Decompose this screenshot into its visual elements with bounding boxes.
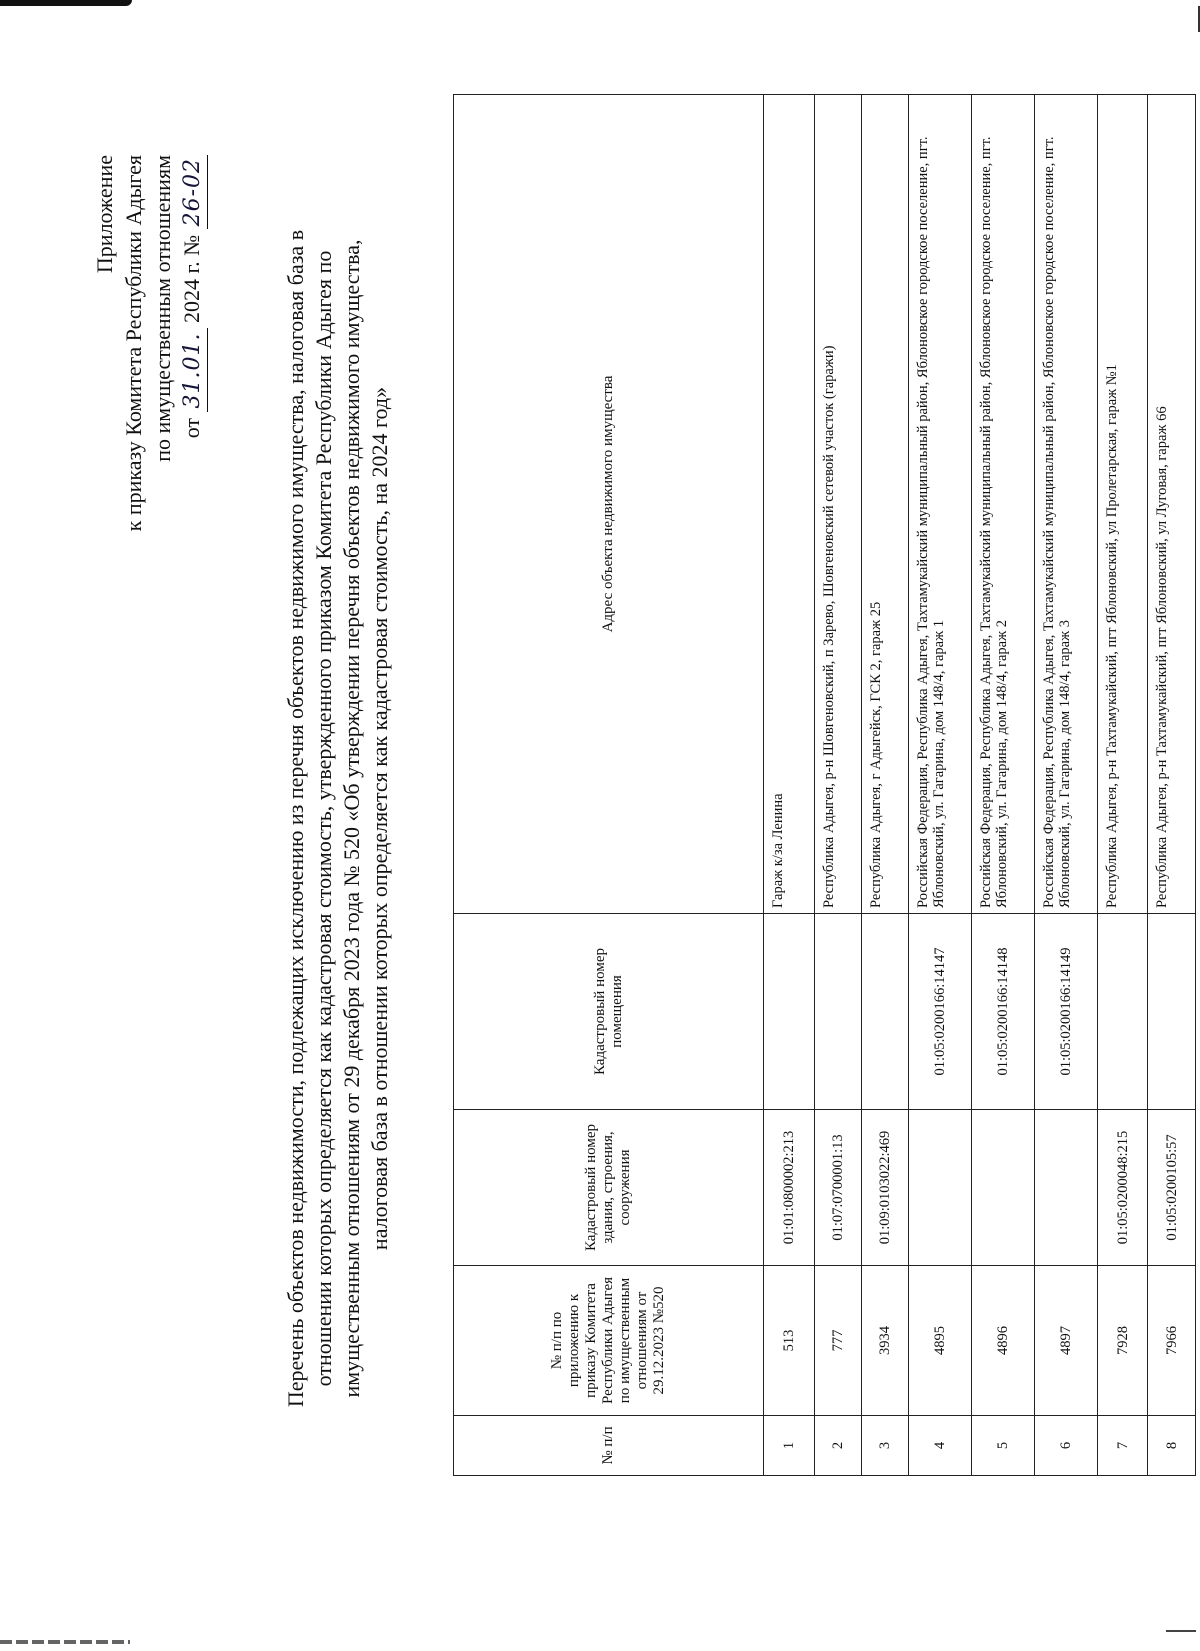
cell-address: Российская Федерация, Республика Адыгея, Тахтамукайский муниципальный район, Яблоновское городское поселение, пгт. Яблоновский, ул. Гагарина, дом 148/4, гараж 3 [1035, 95, 1098, 914]
cell-reference-number: 777 [815, 1266, 862, 1416]
cell-building-cadastral: 01:01:0800002:213 [764, 1110, 815, 1266]
cell-premises-cadastral: 01:05:0200166:14149 [1035, 914, 1098, 1110]
cell-row-number: 2 [815, 1416, 862, 1476]
cell-premises-cadastral [764, 914, 815, 1110]
cell-address: Республика Адыгея, г Адыгейск, ГСК 2, гараж 25 [862, 95, 909, 914]
cell-building-cadastral: 01:05:0200048:215 [1098, 1110, 1148, 1266]
cell-address: Российская Федерация, Республика Адыгея, Тахтамукайский муниципальный район, Яблоновское городское поселение, пгт. Яблоновский, ул. Гагарина, дом 148/4, гараж 2 [972, 95, 1035, 914]
cell-premises-cadastral: 01:05:0200166:14147 [909, 914, 972, 1110]
header-reference-number: № п/п по приложению к приказу Комитета Республики Адыгея по имущественным отношениям от 29.12.2023 №520 [454, 1266, 764, 1416]
cell-row-number: 3 [862, 1416, 909, 1476]
cell-reference-number: 3934 [862, 1266, 909, 1416]
appendix-title: Приложение [92, 155, 117, 274]
cell-building-cadastral: 01:09:0103022:469 [862, 1110, 909, 1266]
cell-building-cadastral: 01:07:0700001:13 [815, 1110, 862, 1266]
table-row [862, 95, 909, 1476]
appendix-date-line [177, 155, 208, 531]
date-year: 2024 г. № [179, 234, 204, 323]
cell-building-cadastral: 01:05:0200105:57 [1148, 1110, 1196, 1266]
cell-premises-cadastral [1148, 914, 1196, 1110]
cell-row-number: 4 [909, 1416, 972, 1476]
cell-premises-cadastral [815, 914, 862, 1110]
cell-premises-cadastral: 01:05:0200166:14148 [972, 914, 1035, 1110]
table-header-row [454, 95, 764, 1476]
cell-building-cadastral [972, 1110, 1035, 1266]
cell-row-number: 7 [1098, 1416, 1148, 1476]
cell-row-number: 8 [1148, 1416, 1196, 1476]
appendix-block [90, 155, 208, 531]
cell-address: Республика Адыгея, р-н Тахтамукайский, пгт Яблоновский, ул Пролетарская, гараж №1 [1098, 95, 1148, 914]
cell-reference-number: 7966 [1148, 1266, 1196, 1416]
objects-table-wrapper [453, 95, 1196, 1476]
cell-building-cadastral [1035, 1110, 1098, 1266]
cell-address: Республика Адыгея, р-н Шовгеновский, п Зарево, Шовгеновский сетевой участок (гаражи) [815, 95, 862, 914]
cell-address: Российская Федерация, Республика Адыгея, Тахтамукайский муниципальный район, Яблоновское городское поселение, пгт. Яблоновский, ул. Гагарина, дом 148/4, гараж 1 [909, 95, 972, 914]
appendix-order-line: к приказу Комитета Республики Адыгея [121, 155, 146, 532]
cell-reference-number: 4895 [909, 1266, 972, 1416]
cell-reference-number: 4897 [1035, 1266, 1098, 1416]
appendix-committee-line: по имущественным отношениям [150, 155, 175, 462]
cell-building-cadastral [909, 1110, 972, 1266]
table-row [1098, 95, 1148, 1476]
table-row [815, 95, 862, 1476]
cell-premises-cadastral [862, 914, 909, 1110]
table-row [764, 95, 815, 1476]
table-row [972, 95, 1035, 1476]
cell-premises-cadastral [1098, 914, 1148, 1110]
cell-address: Республика Адыгея, р-н Тахтамукайский, пгт Яблоновский, ул Луговая, гараж 66 [1148, 95, 1196, 914]
table-row [909, 95, 972, 1476]
cell-reference-number: 7928 [1098, 1266, 1148, 1416]
cell-row-number: 1 [764, 1416, 815, 1476]
handwritten-number: 26-02 [178, 155, 208, 229]
table-row [1148, 95, 1196, 1476]
cell-reference-number: 513 [764, 1266, 815, 1416]
date-prefix: от [179, 417, 204, 439]
cell-row-number: 6 [1035, 1416, 1098, 1476]
cell-row-number: 5 [972, 1416, 1035, 1476]
header-premises-cadastral: Кадастровый номер помещения [454, 914, 764, 1110]
objects-table [453, 94, 1196, 1476]
cell-reference-number: 4896 [972, 1266, 1035, 1416]
document-heading: Перечень объектов недвижимости, подлежащих исключению из перечня объектов недвижимого имущества, налоговая база в отношении которых определяется как кадастровая стоимость, утвержденного приказом Комитета Республики Адыгея по имущественным отношениям от 29 декабря 2023 года № 520 «Об утверждении перечня объектов недвижимого имущества, налоговая база в отношении которых определяется как кадастровая стоимость, на 2024 год» [283, 229, 392, 1408]
table-row [1035, 95, 1098, 1476]
header-building-cadastral: Кадастровый номер здания, строения, сооружения [454, 1110, 764, 1266]
cell-address: Гараж к/за Ленина [764, 95, 815, 914]
header-row-number: № п/п [454, 1416, 764, 1476]
handwritten-date: 31.01. [178, 328, 208, 412]
header-address: Адрес объекта недвижимого имущества [454, 95, 764, 914]
